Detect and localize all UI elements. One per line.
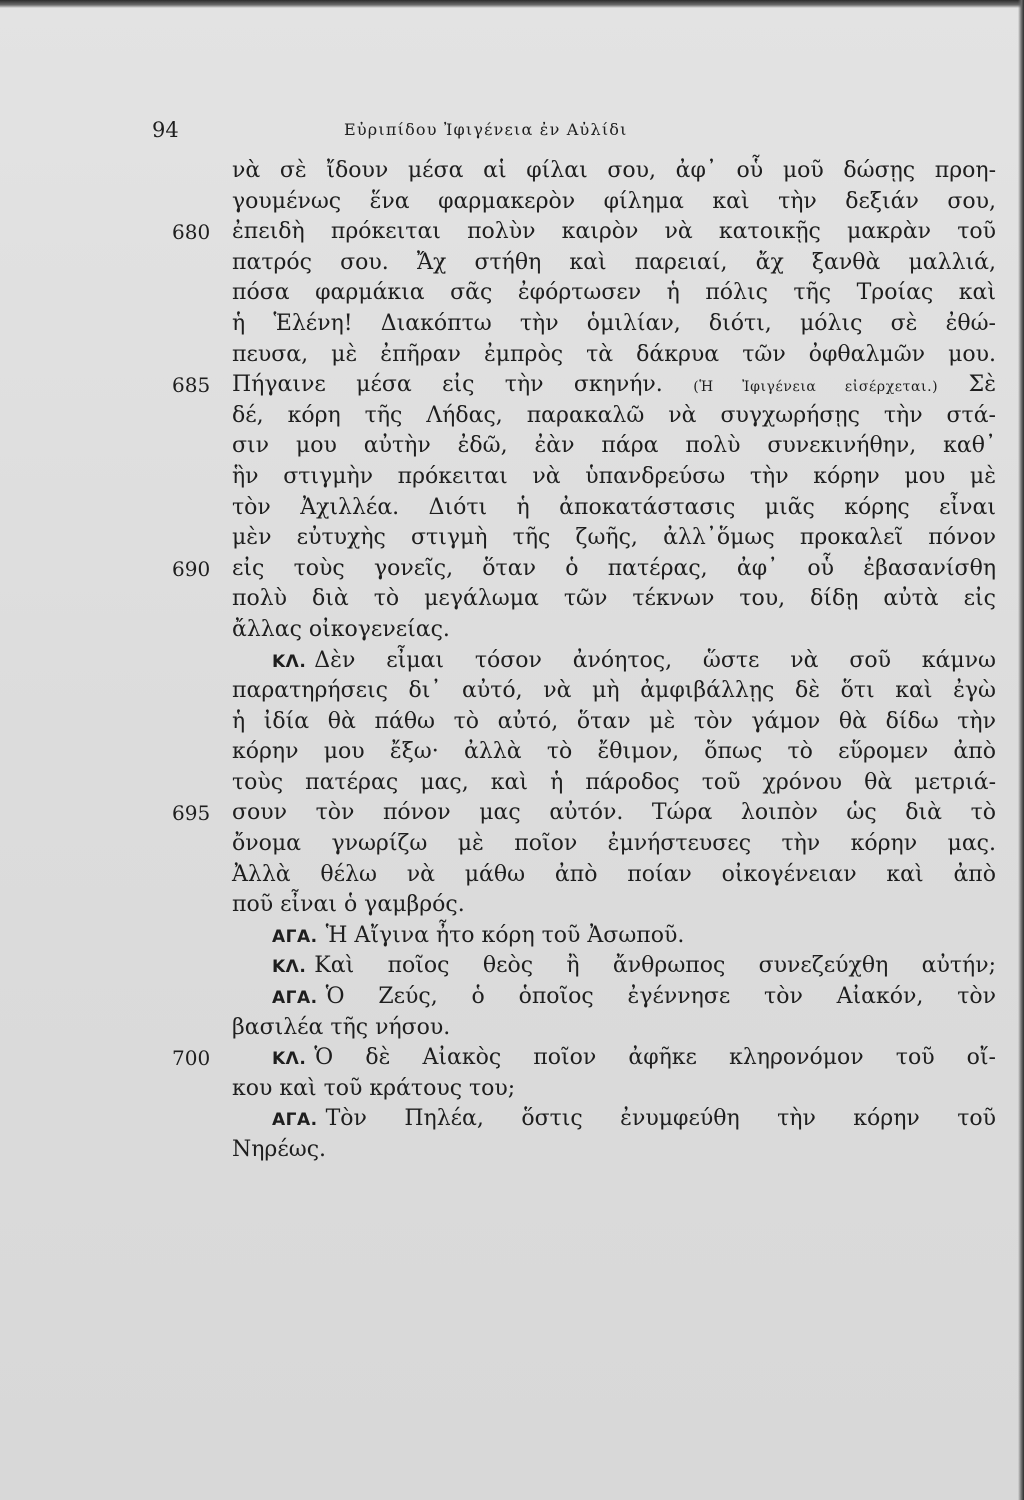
line-number: 685 <box>172 373 211 398</box>
text-line <box>232 768 996 799</box>
speaker-label: ΑΓΑ. <box>272 988 318 1009</box>
text-line <box>232 431 996 462</box>
line-content <box>232 493 996 524</box>
line-content <box>232 340 996 371</box>
text-line <box>232 890 996 921</box>
text-line <box>232 401 996 432</box>
line-content <box>232 1135 326 1166</box>
text-line <box>232 1074 996 1105</box>
line-text: βασιλέα τῆς νήσου. <box>232 1014 451 1040</box>
text-line <box>232 951 996 982</box>
line-content <box>232 737 996 768</box>
scan-top-edge <box>0 0 1024 8</box>
line-content <box>232 860 996 891</box>
text-line <box>172 798 996 829</box>
line-content <box>232 829 996 860</box>
line-text: εἰς τοὺς γονεῖς, ὅταν ὁ πατέρας, ἀφ᾿ οὗ ἐβασανίσθη <box>232 555 996 581</box>
line-content <box>232 707 996 738</box>
line-content <box>232 462 996 493</box>
text-line <box>232 156 996 187</box>
line-text: κου καὶ τοῦ κράτους του; <box>232 1075 516 1101</box>
line-content <box>232 1013 450 1044</box>
line-content <box>232 278 996 309</box>
running-head: Εὐριπίδου Ἰφιγένεια ἐν Αὐλίδι <box>344 120 628 139</box>
line-number: 695 <box>172 801 211 826</box>
text-line <box>232 340 996 371</box>
text-line <box>172 1043 996 1074</box>
line-content <box>232 890 465 921</box>
text-line <box>232 921 996 952</box>
line-content <box>232 309 996 340</box>
text-line <box>232 1013 996 1044</box>
text-line <box>232 187 996 218</box>
line-text: Ὁ Ζεύς, ὁ ὁποῖος ἐγέννησε τὸν Αἰακόν, τὸν <box>325 984 996 1010</box>
line-content <box>232 951 996 983</box>
speaker-label: ΚΛ. <box>272 1049 307 1070</box>
line-text: παρατηρήσεις δι᾿ αὐτό, νὰ μὴ ἀμφιβάλλῃς δὲ ὅτι καὶ ἐγὼ <box>232 678 996 704</box>
line-text: Ὁ δὲ Αἰακὸς ποῖον ἀφῆκε κληρονόμον τοῦ οἴ- <box>314 1045 996 1071</box>
line-content <box>232 768 996 799</box>
text-line <box>172 554 996 585</box>
line-content <box>232 646 996 678</box>
line-text: πατρός σου. Ἄχ στήθη καὶ παρειαί, ἄχ ξανθὰ μαλλιά, <box>232 249 996 275</box>
speaker-label: ΑΓΑ. <box>272 926 318 947</box>
line-content <box>232 1074 515 1105</box>
line-text: πολὺ διὰ τὸ μεγάλωμα τῶν τέκνων του, δίδῃ αὐτὰ εἰς <box>232 586 996 612</box>
stage-direction: (Ἡ Ἰφιγένεια εἰσέρχεται.) <box>693 379 939 396</box>
line-content <box>232 584 996 615</box>
speaker-label: ΑΓΑ. <box>272 1110 318 1131</box>
text-line <box>232 462 996 493</box>
line-text: Δὲν εἶμαι τόσον ἀνόητος, ὥστε νὰ σοῦ κάμνω <box>314 647 996 673</box>
text-line <box>232 676 996 707</box>
line-text: Καὶ ποῖος θεὸς ἢ ἄνθρωπος συνεζεύχθη αὐτήν; <box>314 953 996 979</box>
line-text: δέ, κόρη τῆς Λήδας, παρακαλῶ νὰ συγχωρήσῃς τὴν στά- <box>232 402 996 428</box>
line-text: ἣν στιγμὴν πρόκειται νὰ ὑπανδρεύσω τὴν κόρην μου μὲ <box>232 463 996 489</box>
scan-right-edge <box>1018 0 1024 1500</box>
text-line <box>232 829 996 860</box>
speaker-label: ΚΛ. <box>272 651 307 672</box>
line-text: σουν τὸν πόνον μας αὐτόν. Τώρα λοιπὸν ὡς διὰ τὸ <box>232 800 996 826</box>
line-text: Ἡ Αἴγινα ἦτο κόρη τοῦ Ἀσωποῦ. <box>325 922 685 948</box>
text-line <box>172 217 996 248</box>
line-content <box>232 1043 996 1075</box>
line-text: ἡ Ἑλένη! Διακόπτω τὴν ὁμιλίαν, διότι, μόλις σὲ ἐθώ- <box>232 310 996 336</box>
line-text: ὄνομα γνωρίζω μὲ ποῖον ἐμνήστευσες τὴν κόρην μας. <box>232 831 996 857</box>
text-line <box>232 1135 996 1166</box>
line-number: 680 <box>172 220 211 245</box>
line-content <box>232 401 996 432</box>
line-text: ἐπειδὴ πρόκειται πολὺν καιρὸν νὰ κατοικῇς μακρὰν τοῦ <box>232 219 996 245</box>
text-line <box>232 248 996 279</box>
line-text: τοὺς πατέρας μας, καὶ ἡ πάροδος τοῦ χρόνου θὰ μετριά- <box>232 769 996 795</box>
line-content <box>232 921 684 953</box>
text-line <box>172 370 997 401</box>
line-text: ἄλλας οἰκογενείας. <box>232 616 450 642</box>
speaker-label: ΚΛ. <box>272 957 307 978</box>
text-line <box>232 584 996 615</box>
text-line <box>232 1104 996 1135</box>
line-content <box>232 248 996 279</box>
line-text-after: Σὲ <box>968 372 997 398</box>
text-line <box>232 860 996 891</box>
line-content <box>232 217 996 248</box>
text-line <box>232 646 996 677</box>
line-text: Τὸν Πηλέα, ὅστις ἐνυμφεύθη τὴν κόρην τοῦ <box>325 1106 996 1132</box>
text-line <box>232 309 996 340</box>
line-content <box>232 615 450 646</box>
line-text: κόρην μου ἔξω· ἀλλὰ τὸ ἔθιμον, ὅπως τὸ εὕρομεν ἀπὸ <box>232 739 996 765</box>
line-text: νὰ σὲ ἴδουν μέσα αἱ φίλαι σου, ἀφ᾿ οὗ μοῦ δώσῃς προη- <box>232 158 996 183</box>
line-text: Νηρέως. <box>232 1137 327 1162</box>
text-line <box>232 523 996 554</box>
line-content <box>232 554 996 585</box>
line-content <box>232 370 996 403</box>
line-text: γουμένως ἕνα φαρμακερὸν φίλημα καὶ τὴν δεξιάν σου, <box>232 188 996 214</box>
line-text: μὲν εὐτυχὴς στιγμὴ τῆς ζωῆς, ἀλλ᾿ὅμως προκαλεῖ πόνον <box>232 525 996 551</box>
text-line <box>232 278 996 309</box>
line-text: ποῦ εἶναι ὁ γαμβρός. <box>232 892 465 918</box>
line-text: πευσα, μὲ ἐπῆραν ἐμπρὸς τὰ δάκρυα τῶν ὀφθαλμῶν μου. <box>232 341 996 367</box>
line-number: 690 <box>172 556 211 581</box>
line-text: Ἀλλὰ θέλω νὰ μάθω ἀπὸ ποίαν οἰκογένειαν καὶ ἀπὸ <box>232 861 996 887</box>
text-block <box>172 156 997 1166</box>
text-line <box>232 982 996 1013</box>
line-text: σιν μου αὐτὴν ἐδῶ, ἐὰν πάρα πολὺ συνεκινήθην, καθ᾿ <box>232 433 996 459</box>
line-content <box>232 982 996 1014</box>
line-content <box>232 523 996 554</box>
line-content <box>232 1104 996 1136</box>
text-line <box>232 493 996 524</box>
line-content <box>232 187 996 218</box>
line-content <box>232 431 996 462</box>
line-text: Πήγαινε μέσα εἰς τὴν σκηνήν. <box>232 372 663 398</box>
text-line <box>232 737 996 768</box>
text-line <box>232 615 996 646</box>
text-line <box>232 707 996 738</box>
line-text: ἡ ἰδία θὰ πάθω τὸ αὐτό, ὅταν μὲ τὸν γάμον θὰ δίδω τὴν <box>232 708 996 734</box>
line-content <box>232 798 996 829</box>
line-text: πόσα φαρμάκια σᾶς ἐφόρτωσεν ἡ πόλις τῆς Τροίας καὶ <box>232 280 996 306</box>
line-number: 700 <box>172 1046 211 1071</box>
line-content <box>232 676 996 707</box>
line-text: τὸν Ἀχιλλέα. Διότι ἡ ἀποκατάστασις μιᾶς κόρης εἶναι <box>232 494 996 520</box>
page-number: 94 <box>152 118 179 142</box>
line-content <box>232 156 996 187</box>
